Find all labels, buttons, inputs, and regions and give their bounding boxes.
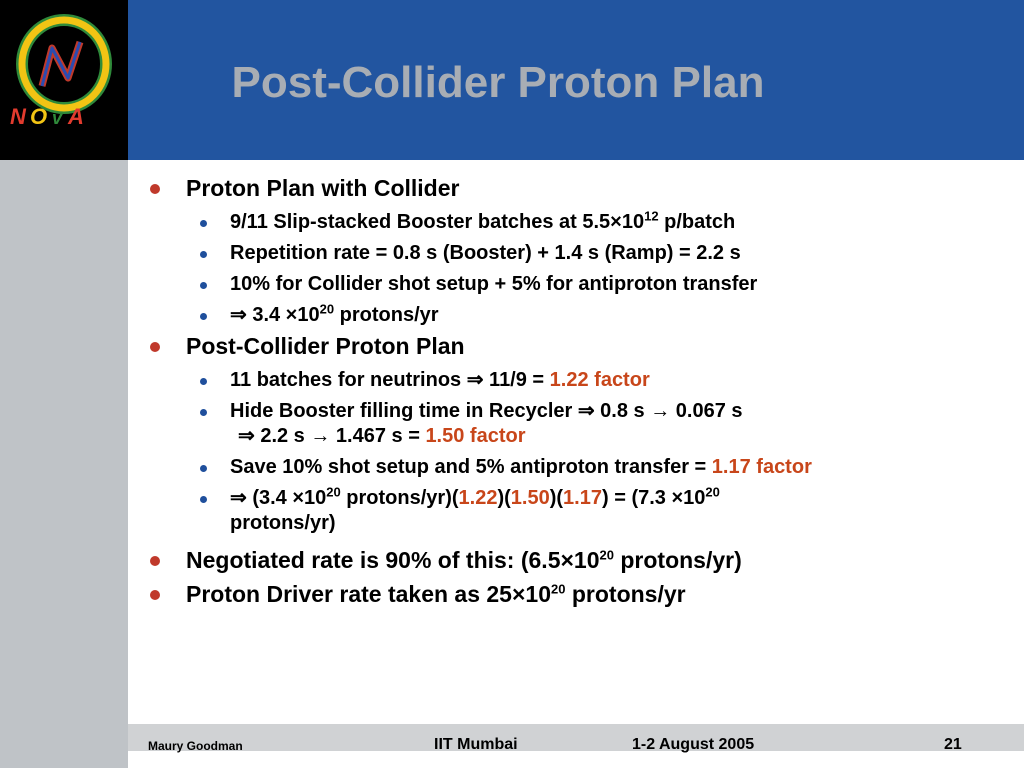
bullet-dot-icon <box>150 342 160 352</box>
sub-bullet: 10% for Collider shot setup + 5% for antiproton transfer <box>148 272 1008 297</box>
left-sidebar <box>0 160 128 768</box>
slide-body <box>148 170 1008 610</box>
slide-title: Post-Collider Proton Plan <box>231 58 765 107</box>
bullet-proton-plan-with-collider: Proton Plan with Collider <box>148 172 1008 204</box>
bullet-dot-icon <box>200 496 207 503</box>
logo-panel <box>0 0 128 160</box>
bullet-post-collider-proton-plan: Post-Collider Proton Plan <box>148 330 1008 362</box>
slide-number: 21 <box>944 736 962 753</box>
sub-bullet: 11 batches for neutrinos ⇒ 11/9 = 1.22 factor <box>148 368 1008 393</box>
bullet-dot-icon <box>150 184 160 194</box>
sub-bullet: Repetition rate = 0.8 s (Booster) + 1.4 s (Ramp) = 2.2 s <box>148 241 1008 266</box>
bullet-proton-driver-rate: Proton Driver rate taken as $25\times 10^{20}$ protons/yr <box>148 578 1008 610</box>
footer-bar <box>128 724 1024 751</box>
bullet-dot-icon <box>150 556 160 566</box>
sub-bullet: Hide Booster filling time in Recycler ⇒ 0.8 s → 0.067 s ⇒ 2.2 s → 1.467 s = 1.50 factor <box>148 399 1008 449</box>
sub-bullet: 9/11 Slip-stacked Booster batches at $5.5\times 10^{12}$ p/batch <box>148 210 1008 235</box>
bullet-dot-icon <box>200 251 207 258</box>
svg-text:A: A <box>68 104 84 128</box>
sub-bullet: ⇒ ($3.4 \times 10^{20}$ protons/yr)(1.22)(1.50)(1.17) = ($7.3 \times 10^{20}$ protons/yr) <box>148 486 1008 536</box>
svg-text:v: v <box>52 108 63 128</box>
bullet-dot-icon <box>150 590 160 600</box>
sub-bullet: ⇒ $3.4 \times 10^{20}$ protons/yr <box>148 303 1008 328</box>
bullet-dot-icon <box>200 409 207 416</box>
footer-author: Maury Goodman <box>148 739 243 753</box>
footer-venue: IIT Mumbai <box>434 736 518 753</box>
bullet-dot-icon <box>200 313 207 320</box>
svg-text:O: O <box>30 104 48 128</box>
bullet-negotiated-rate: Negotiated rate is 90% of this: ($6.5\times 10^{20}$ protons/yr) <box>148 544 1008 576</box>
continuation-line: ⇒ 2.2 s → 1.467 s = 1.50 factor <box>238 425 526 447</box>
svg-text:N: N <box>10 104 26 128</box>
bullet-dot-icon <box>200 465 207 472</box>
nova-logo-icon <box>6 8 122 128</box>
bullet-dot-icon <box>200 378 207 385</box>
sub-bullet: Save 10% shot setup and 5% antiproton transfer = 1.17 factor <box>148 455 1008 480</box>
bullet-dot-icon <box>200 220 207 227</box>
bullet-dot-icon <box>200 282 207 289</box>
footer-date: 1-2 August 2005 <box>632 736 755 753</box>
